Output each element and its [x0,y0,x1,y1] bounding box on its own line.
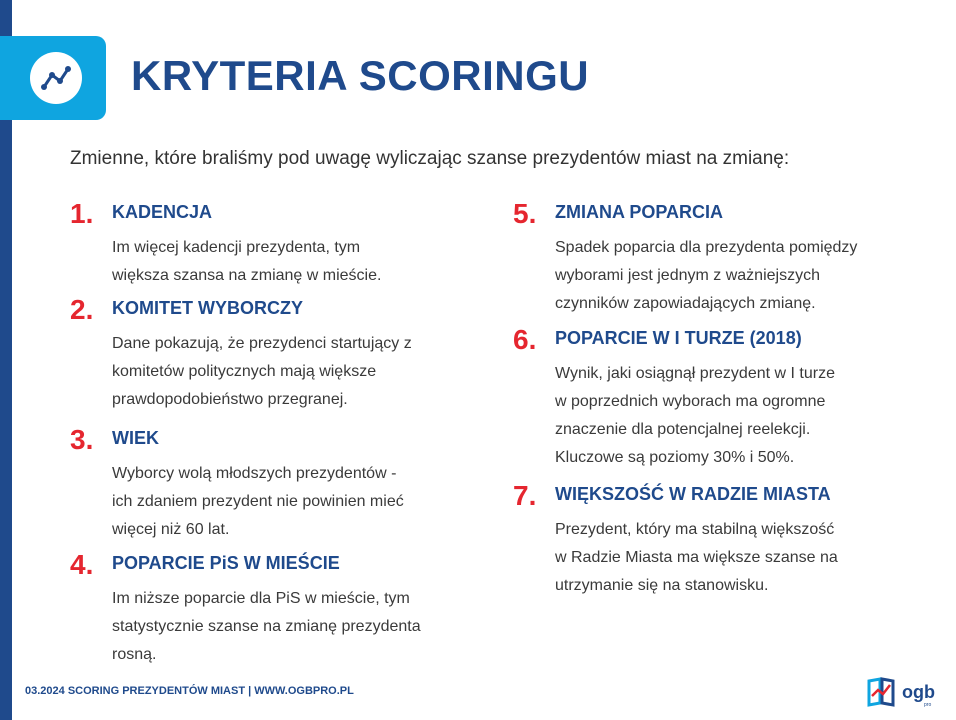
trend-line-icon [30,52,82,104]
criterion-title: KADENCJA [112,202,213,222]
criterion-number: 1. [70,198,94,229]
description-line: więcej niż 60 lat. [112,521,230,538]
criterion-number: 7. [513,480,537,511]
footer-text: 03.2024 SCORING PREZYDENTÓW MIAST | WWW.OGBPRO.PL [25,685,354,697]
description-line: ich zdaniem prezydent nie powinien mieć [112,493,404,510]
criterion-title: KOMITET WYBORCZY [112,298,303,318]
criterion-number: 2. [70,294,94,325]
criterion-title: POPARCIE PiS W MIEŚCIE [112,553,340,573]
ogb-logo-icon [866,676,896,708]
criterion-description [555,516,925,600]
description-line: w Radzie Miasta ma większe szanse na [555,549,838,566]
criterion-description [112,330,482,414]
header-badge [0,36,106,120]
description-line: utrzymanie się na stanowisku. [555,577,769,594]
description-line: komitetów politycznych mają większe [112,363,377,380]
description-line: prawdopodobieństwo przegranej. [112,391,348,408]
criterion-number: 4. [70,549,94,580]
description-line: Prezydent, który ma stabilną większość [555,521,835,538]
description-line: Spadek poparcia dla prezydenta pomiędzy [555,239,858,256]
description-line: w poprzednich wyborach ma ogromne [555,393,826,410]
description-line: rosną. [112,646,157,663]
criterion-number: 3. [70,424,94,455]
description-line: czynników zapowiadających zmianę. [555,295,816,312]
description-line: Dane pokazują, że prezydenci startujący z [112,335,412,352]
criterion-description [555,360,925,472]
page-subtitle: Zmienne, które braliśmy pod uwagę wyliczając szanse prezydentów miast na zmianę: [70,148,790,169]
criterion-number: 6. [513,324,537,355]
page-title: KRYTERIA SCORINGU [131,52,590,99]
criterion-title: ZMIANA POPARCIA [555,202,723,222]
description-line: statystycznie szanse na zmianę prezydenta [112,618,421,635]
description-line: wyborami jest jednym z ważniejszych [555,267,820,284]
description-line: Wyborcy wolą młodszych prezydentów - [112,465,397,482]
description-line: Wynik, jaki osiągnął prezydent w I turze [555,365,835,382]
description-line: Kluczowe są poziomy 30% i 50%. [555,449,795,466]
description-line: Im niższe poparcie dla PiS w mieście, tym [112,590,410,607]
criterion-description [555,234,925,318]
criterion-description [112,460,482,544]
description-line: znaczenie dla potencjalnej reelekcji. [555,421,811,438]
criterion-title: POPARCIE W I TURZE (2018) [555,328,802,348]
description-line: większa szansa na zmianę w mieście. [112,267,382,284]
criterion-description [112,234,482,290]
criterion-number: 5. [513,198,537,229]
criterion-description [112,585,482,669]
description-line: Im więcej kadencji prezydenta, tym [112,239,361,256]
criterion-title: WIEK [112,428,159,448]
logo-subtext: pro [924,702,932,708]
criterion-title: WIĘKSZOŚĆ W RADZIE MIASTA [555,484,831,504]
logo-text: ogb [902,682,935,702]
ogb-logo [866,676,936,712]
